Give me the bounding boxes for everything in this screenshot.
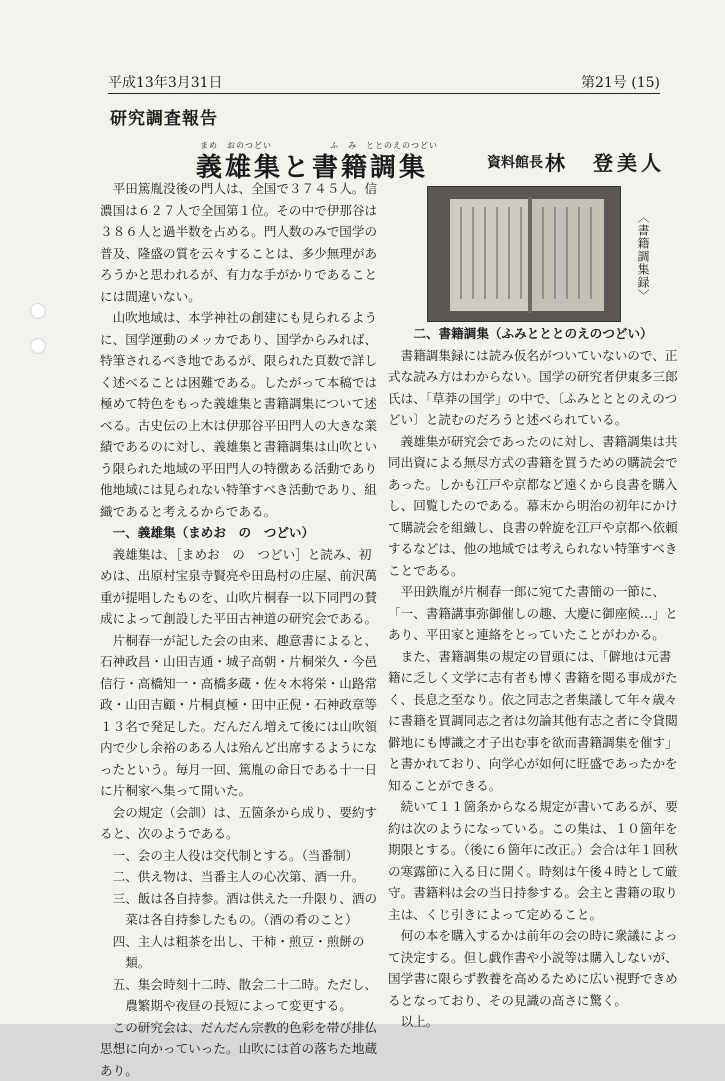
paragraph: 以上。 <box>388 1011 678 1033</box>
rules-list <box>100 845 382 1017</box>
author-name: 林 登美人 <box>545 147 665 176</box>
issue-date: 平成13年3月31日 <box>108 72 223 92</box>
title-ruby-right: ふ み ととのえのつどい <box>330 140 438 151</box>
article-title: 義雄集と書籍調集 <box>196 147 428 184</box>
paragraph: 義雄集が研究会であったのに対し、書籍調集は共同出資による無尽方式の書籍を買うための購読会であった。しかも江戸や京都など遠くから良書を購入し、回覧したのである。幕末から明治の初年にかけて購読会を組織し、良書の幹旋を江戸や京都へ依頼するなどは、他の地域では考えられない特筆すべきことである。 <box>388 431 678 582</box>
subheading-yoshio: 一、義雄集（まめお の つどい） <box>100 522 382 544</box>
right-column <box>388 323 678 1033</box>
left-column <box>100 178 382 1081</box>
script-column <box>472 207 474 299</box>
paragraph: 片桐春一が記した会の由来、趣意書によると、石神政昌・山田吉通・城子高朝・片桐栄久・今邑信行・高橋知一・高橋多蔵・佐々木将栄・山路常政・山田吉顧・片桐貞極・田中正倪・石神政章等１３名で発足した。だんだん増えて後には山吹領内で少し余裕のある人は殆んど出席するようになったという。毎月一回、篤胤の命日である十一日に片桐家へ集って開いた。 <box>100 630 382 802</box>
section-label: 研究調査報告 <box>110 104 218 129</box>
script-column <box>578 207 580 299</box>
header-rule <box>108 93 660 94</box>
script-column <box>554 207 556 299</box>
script-column <box>484 207 486 299</box>
paragraph: 何の本を購入するかは前年の会の時に衆議によって決定する。但し戯作書や小説等は購入しないが、国学書に限らず教養を高めるために広い視野できめるとなっており、その見識の高さに驚く。 <box>388 925 678 1011</box>
script-column <box>496 207 498 299</box>
paragraph: 会の規定（会訓）は、五箇条から成り、要約すると、次のようである。 <box>100 802 382 845</box>
paragraph: 山吹地域は、本学神社の創建にも見られるように、国学運動のメッカであり、国学からみれば、特筆されるべき地であるが、限られた頁数で詳しく述べることは困難である。したがって本稿では極めて特色をもった義雄集と書籍調集について述べる。古史伝の上木は伊那谷平田門人の大きな業績であるのに対し、義雄集と書籍調集は山吹という限られた地域の平田門人の特徴ある活動であり他地域には見られない特筆すべき活動であり、組織であると考えるからである。 <box>100 307 382 522</box>
issue-number: 第21号 (15) <box>581 72 660 92</box>
author-role: 資料館長 <box>487 152 543 172</box>
paragraph: 義雄集は、［まめお の つどい］と読み、初めは、出原村宝泉寺賢亮や田島村の庄屋、前沢萬重が提唱したものを、山吹片桐春一以下同門の賛成によって創設した平田古神道の研究会である。 <box>100 544 382 630</box>
photo-caption: 〈書籍調集録〉 <box>636 211 652 302</box>
rule-item: 一、会の主人役は交代制とする。（当番制） <box>100 845 382 867</box>
rule-item: 三、飯は各自持参。酒は供えた一升限り、酒の菜は各自持参したもの。（酒の肴のこと） <box>100 888 382 931</box>
page-header <box>108 72 660 94</box>
title-ruby-left: まめ おのつどい <box>200 140 272 151</box>
paragraph: 書籍調集録には読み仮名がついていないので、正式な読み方はわからない。国学の研究者伊東多三郎氏は、「草莽の国学」の中で、〔ふみとととのえのつどい〕と読むのだろうと述べられている。 <box>388 345 678 431</box>
punch-hole <box>30 338 46 354</box>
paragraph: 続いて１１箇条からなる規定が書いてあるが、要約は次のようになっている。この集は、１０箇年を期限とする。（後に６箇年に改正。）会合は年１回秋の寒露節に入る日に開く。時刻は午後４時として厳守。書籍料は会の当日持参する。会主と書籍の取り主は、くじ引きによって定めること。 <box>388 796 678 925</box>
script-column <box>542 207 544 299</box>
book-photo <box>427 186 621 322</box>
paragraph: また、書籍調集の規定の冒頭には、「僻地は元書籍に乏しく文学に志有者も博く書籍を閲る事成がたく、長息之至なり。依之同志之者集議して年々歳々に書籍を買調同志之者は勿論其他有志之者に令貸閲僻地にも博識之才子出む事を欲而書籍調集を催す」と書かれており、向学心が如何に旺盛であったかを知ることができる。 <box>388 646 678 797</box>
script-column <box>590 207 592 299</box>
subheading-shoseki: 二、書籍調集（ふみとととのえのつどい） <box>388 323 678 345</box>
paragraph: 平田鉄胤が片桐春一郎に宛てた書簡の一節に、「一、書籍講事弥御催しの趣、大慶に御座候…」とあり、平田家と連絡をとっていたことがわかる。 <box>388 581 678 646</box>
punch-hole <box>30 303 46 319</box>
rule-item: 五、集会時刻十二時、散会二十二時。ただし、農繁期や夜昼の長短によって変更する。 <box>100 974 382 1017</box>
paragraph: この研究会は、だんだん宗教的色彩を帯び排仏思想に向かっていった。山吹には首の落ちた地蔵あり。 <box>100 1017 382 1081</box>
rule-item: 二、供え物は、当番主人の心次第、酒一升。 <box>100 866 382 888</box>
script-column <box>460 207 462 299</box>
paragraph: 平田篤胤没後の門人は、全国で３７４５人。信濃国は６２７人で全国第１位。その中で伊那谷は３８６人と過半数を占める。門人数のみで国学の普及、隆盛の質を云々することは、多少無理があろうかと思われるが、有力な手がかりであることには間違いない。 <box>100 178 382 307</box>
script-column <box>520 207 522 299</box>
rule-item: 四、主人は粗茶を出し、干柿・煎豆・煎餅の類。 <box>100 931 382 974</box>
script-column <box>566 207 568 299</box>
script-column <box>508 207 510 299</box>
